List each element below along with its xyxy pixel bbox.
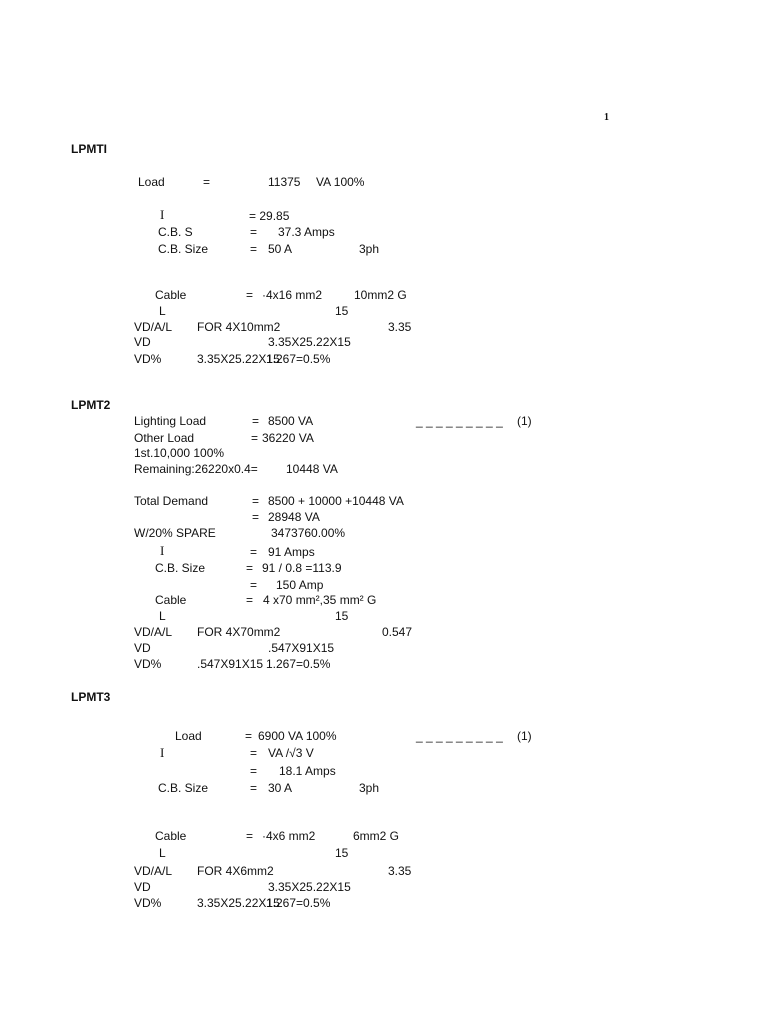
cable-value: 4 x70 mm²,35 mm² G — [263, 593, 377, 607]
vdal-value: 3.35 — [388, 864, 412, 878]
cb-size-value: 30 A — [268, 781, 293, 795]
spare-label: W/20% SPARE — [134, 526, 216, 540]
equals-sign: = — [250, 225, 258, 239]
reference-number: (1) — [517, 729, 532, 743]
vdal-label: VD/A/L — [134, 864, 173, 878]
vdal-label: VD/A/L — [134, 625, 173, 639]
equals-sign: = — [246, 829, 254, 843]
vd-value: 3.35X25.22X15 — [268, 880, 351, 894]
equals-sign: = — [250, 578, 258, 592]
vd-percent-formula: .547X91X15 — [197, 657, 264, 671]
total-demand-value: 8500 + 10000 +10448 VA — [268, 494, 404, 508]
dash-line: _ _ _ _ _ _ _ _ _ — [416, 414, 503, 428]
cable-ground: 10mm2 G — [354, 288, 407, 302]
length-value: 15 — [335, 609, 349, 623]
breaker-rating: 150 Amp — [276, 578, 324, 592]
length-value: 15 — [335, 846, 349, 860]
length-label: L — [159, 846, 166, 860]
cb-size-label: C.B. Size — [158, 781, 209, 795]
current-formula: VA /√3 V — [268, 746, 314, 760]
load-label: Load — [138, 175, 165, 189]
current-value: 91 Amps — [268, 545, 315, 559]
vd-label: VD — [134, 335, 151, 349]
cb-phase: 3ph — [359, 781, 380, 795]
cb-size-label: C.B. Size — [155, 561, 206, 575]
other-load-label: Other Load — [134, 431, 195, 445]
vd-percent-result: 1.267=0.5% — [266, 352, 331, 366]
vd-value: 3.35X25.22X15 — [268, 335, 351, 349]
remaining-label: Remaining:26220x0.4= — [134, 462, 258, 476]
vd-label: VD — [134, 880, 151, 894]
total-demand-label: Total Demand — [134, 494, 209, 508]
cable-value: ·4x6 mm2 — [262, 829, 316, 843]
cable-label: Cable — [155, 593, 187, 607]
vdal-cable: FOR 4X70mm2 — [197, 625, 281, 639]
section-heading-lpmt3: LPMT3 — [71, 690, 111, 704]
equals-sign: = — [252, 414, 260, 428]
vd-percent-label: VD% — [134, 352, 162, 366]
section-heading-lpmt1: LPMTI — [71, 142, 107, 156]
cbs-value: 37.3 Amps — [278, 225, 335, 239]
equals-sign: = — [252, 510, 260, 524]
equals-sign: = — [250, 781, 258, 795]
cable-label: Cable — [155, 829, 187, 843]
total-demand-result: 28948 VA — [268, 510, 320, 524]
equals-sign: = — [246, 561, 254, 575]
equals-sign: = — [246, 593, 254, 607]
length-label: L — [159, 304, 166, 318]
current-symbol: I — [160, 543, 165, 558]
length-value: 15 — [335, 304, 349, 318]
cb-size-value: 91 / 0.8 =113.9 — [262, 561, 342, 575]
vd-percent-result: 1.267=0.5% — [266, 657, 331, 671]
equals-sign: = — [250, 764, 258, 778]
dash-line: _ _ _ _ _ _ _ _ _ — [416, 729, 503, 743]
vd-percent-result: 1.267=0.5% — [266, 896, 331, 910]
cable-label: Cable — [155, 288, 187, 302]
load-label: Load — [175, 729, 202, 743]
cable-ground: 6mm2 G — [353, 829, 400, 843]
vdal-cable: FOR 4X6mm2 — [197, 864, 274, 878]
lighting-load-value: 8500 VA — [268, 414, 314, 428]
equals-sign: = — [250, 746, 258, 760]
vdal-label: VD/A/L — [134, 320, 173, 334]
equals-sign: = — [250, 545, 258, 559]
current-value: = 29.85 — [249, 209, 290, 223]
reference-number: (1) — [517, 414, 532, 428]
equals-sign: = — [245, 729, 253, 743]
vd-percent-formula: 3.35X25.22X15 — [197, 896, 280, 910]
spare-value: 3473760.00% — [271, 526, 346, 540]
load-unit: VA 100% — [316, 175, 365, 189]
equals-sign: = — [252, 494, 260, 508]
remaining-value: 10448 VA — [286, 462, 338, 476]
vd-value: .547X91X15 — [268, 641, 335, 655]
vdal-value: 3.35 — [388, 320, 412, 334]
page-number: 1 — [604, 112, 609, 123]
equals-sign: = — [250, 242, 258, 256]
load-value: 11375 — [268, 175, 301, 189]
vd-label: VD — [134, 641, 151, 655]
cb-size-value: 50 A — [268, 242, 293, 256]
current-value: 18.1 Amps — [279, 764, 336, 778]
equals-sign: = — [246, 288, 254, 302]
equals-sign: = — [251, 431, 259, 445]
cable-value: ·4x16 mm2 — [262, 288, 323, 302]
other-load-value: 36220 VA — [262, 431, 314, 445]
vdal-cable: FOR 4X10mm2 — [197, 320, 281, 334]
first-demand-line: 1st.10,000 100% — [134, 446, 225, 460]
equals-sign: = — [203, 175, 211, 189]
vd-percent-label: VD% — [134, 896, 162, 910]
length-label: L — [159, 609, 166, 623]
load-value: 6900 VA 100% — [258, 729, 337, 743]
cb-size-label: C.B. Size — [158, 242, 209, 256]
current-symbol: I — [160, 207, 165, 222]
lighting-load-label: Lighting Load — [134, 414, 207, 428]
section-heading-lpmt2: LPMT2 — [71, 398, 111, 412]
cb-phase: 3ph — [359, 242, 380, 256]
vdal-value: 0.547 — [382, 625, 413, 639]
vd-percent-label: VD% — [134, 657, 162, 671]
current-symbol: I — [160, 745, 165, 760]
vd-percent-formula: 3.35X25.22X15 — [197, 352, 280, 366]
cbs-label: C.B. S — [158, 225, 193, 239]
